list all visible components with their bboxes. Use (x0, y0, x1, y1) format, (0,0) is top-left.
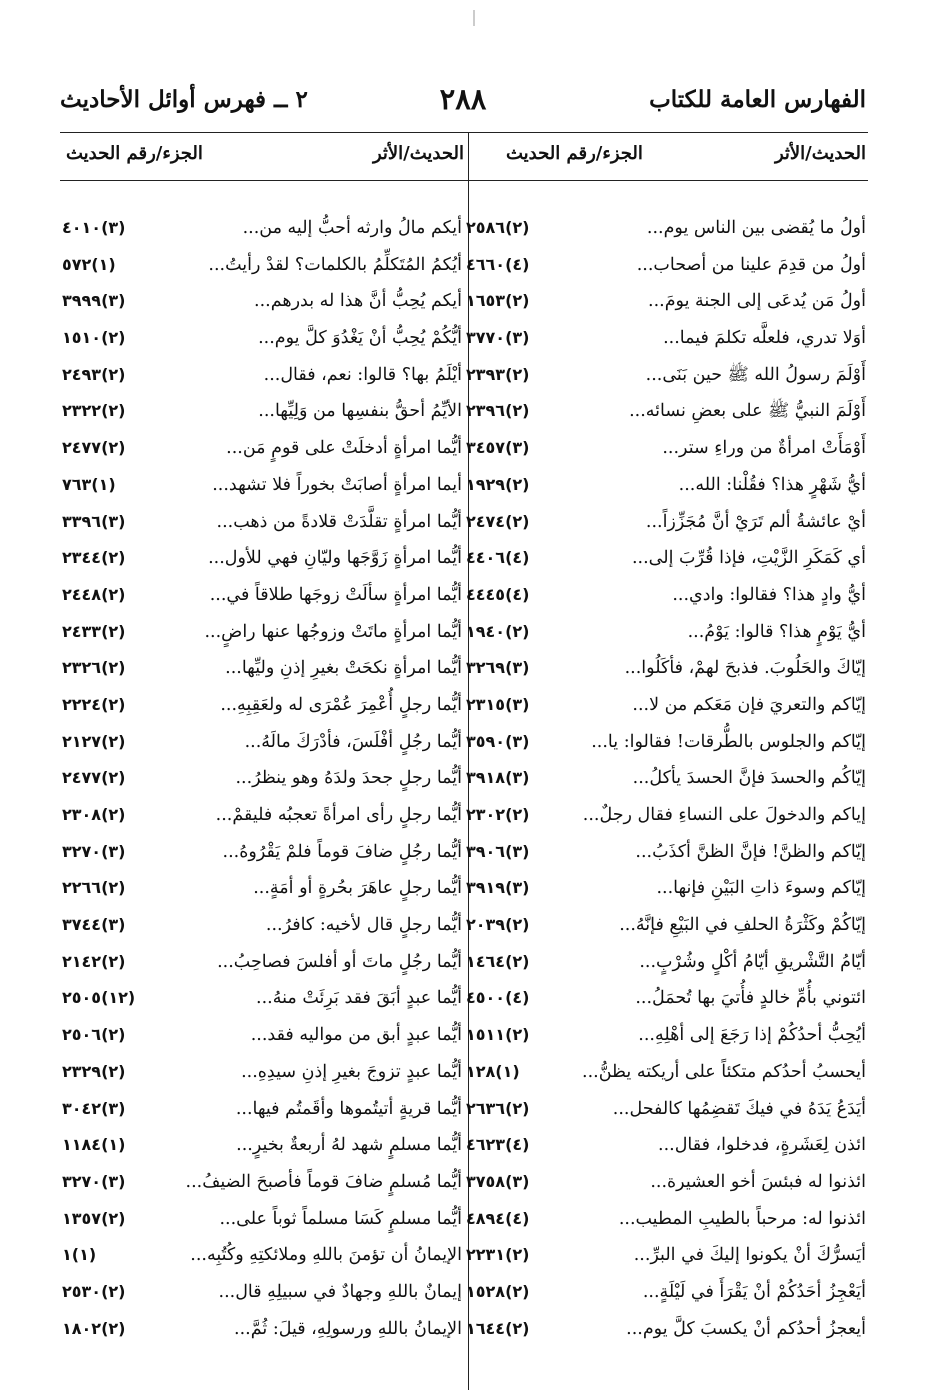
reference-heading: الجزء/رقم الحديث (66, 143, 203, 164)
index-entry (466, 980, 866, 1017)
index-entry (62, 357, 462, 394)
hadith-opening: أيُّما رجلٍ قال لأخيه: كافرُ... (265, 915, 462, 936)
volume-hadith-number: (٢)١٥٢٨ (466, 1281, 530, 1301)
hadith-opening: إيّاكُمْ وكَثْرَةُ الحلفِ في البَيْعِ فإنَّهُ... (619, 915, 866, 936)
hadith-opening: أيُّما رجلٍ رأى امرأةً تعجبُه فليقمْ... (215, 805, 462, 825)
index-entry (466, 1127, 866, 1164)
hadith-opening: أيُّما امرأةٍ زَوَّجَها وليّانِ فهي للأول... (208, 548, 462, 569)
volume-hadith-number: (٢)١٥١١ (466, 1025, 530, 1045)
left-column-head (66, 143, 464, 175)
hadith-opening: أيُّما امرأةٍ تقلَّدَتْ قلادةً من ذهب... (216, 511, 462, 532)
hadith-opening: أيُّما قريةٍ أتيتُموها وأقَمتُم فيها... (235, 1098, 462, 1119)
index-entry (466, 540, 866, 577)
volume-hadith-number: (٢)١٩٢٩ (466, 474, 530, 494)
hadith-opening: إيّاكم والتعريَ فإن مَعَكم من لا... (632, 694, 866, 715)
index-entry (466, 430, 866, 467)
index-entry (466, 1311, 866, 1348)
volume-hadith-number: (٢)١٦٥٣ (466, 291, 530, 311)
hadith-opening: أولُ مَن يُدعَى إلى الجنة يومَ... (648, 291, 866, 312)
hadith-opening: إيّاكُم والحسدَ فإنَّ الحسدَ يأكلُ... (632, 768, 866, 789)
hadith-opening: أيُّما مسلمٍ شهد لهُ أربعةٌ بخيرٍ... (236, 1135, 462, 1156)
right-column-head (468, 143, 866, 175)
index-entry (466, 357, 866, 394)
volume-hadith-number: (٢)٢٥٠٦ (62, 1025, 126, 1045)
hadith-opening: إيّاكم والظنَّ! فإنَّ الظنَّ أكذَبُ... (635, 841, 866, 862)
index-entry (62, 283, 462, 320)
hadith-opening: ائتوني بأُمِّ خالدٍ فأُتيَ بها تُحمَلُ... (635, 988, 866, 1009)
volume-hadith-number: (١)١٢٨ (466, 1061, 520, 1081)
volume-hadith-number: (٣)٣٧٤٤ (62, 915, 126, 935)
volume-hadith-number: (٢)٢٤٩٣ (62, 364, 126, 384)
volume-hadith-number: (٣)٣٠٤٢ (62, 1098, 126, 1118)
hadith-opening: الأيِّمُ أحقُّ بنفسِها من وَلِيِّها... (258, 401, 462, 422)
index-entry (466, 467, 866, 504)
index-entry (62, 430, 462, 467)
index-entry (466, 907, 866, 944)
index-entry (466, 650, 866, 687)
hadith-opening: أيكم مالُ وارثه أحبُّ إليه من... (242, 218, 462, 238)
index-entry (62, 320, 462, 357)
hadith-heading: الحديث/الأثر (774, 143, 866, 164)
volume-hadith-number: (٤)٤٥٠٠ (466, 988, 530, 1008)
scan-mark (473, 10, 475, 26)
volume-hadith-number: (٢)٢٤٤٨ (62, 584, 126, 604)
volume-hadith-number: (٢)١٥١٠ (62, 328, 126, 348)
index-entry (466, 1054, 866, 1091)
running-title-right: الفهارس العامة للكتاب (649, 86, 866, 113)
index-entry (62, 540, 462, 577)
index-entry (466, 797, 866, 834)
volume-hadith-number: (٣)٣٥٩٠ (466, 731, 530, 751)
hadith-opening: أولُ ما يُقضى بين الناس يوم... (646, 218, 866, 238)
index-entry (62, 467, 462, 504)
index-entry (466, 687, 866, 724)
index-entry (62, 1091, 462, 1128)
volume-hadith-number: (٢)٢٣٠٨ (62, 805, 126, 824)
index-entry (466, 283, 866, 320)
hadith-opening: أيْلَمُ بها؟ قالوا: نعم، فقال... (263, 364, 462, 385)
volume-hadith-number: (٢)٢٣٤٤ (62, 548, 126, 568)
index-entry (466, 1201, 866, 1238)
hadith-opening: أَوْلَمَ النبيُّ ﷺ على بعضِ نسائه... (629, 401, 866, 422)
hadith-opening: أي كَمَكَرِ الزَّيْتِ، فإذا قُرِّبَ إلى... (631, 548, 866, 569)
index-entry (62, 210, 462, 247)
index-entry (466, 614, 866, 651)
index-entry (62, 1201, 462, 1238)
column-head-rule (60, 180, 868, 181)
index-entry (466, 834, 866, 871)
volume-hadith-number: (٢)١٨٠٢ (62, 1318, 126, 1338)
index-entry (62, 760, 462, 797)
hadith-opening: أيُّما رجُلٍ أفْلَسَ، فأدْرَكَ مالَهُ... (244, 731, 462, 752)
hadith-opening: أيُّما عبدٍ أبق من مواليه فقد... (250, 1025, 462, 1046)
right-column-index (466, 210, 866, 1347)
volume-hadith-number: (٢)١٤٦٤ (466, 951, 530, 971)
hadith-opening: ائذنوا له فبئسَ أخو العشيرة... (650, 1171, 866, 1192)
hadith-opening: أيُكمُ المُتَكلِّمُ بالكلمات؟ لقدْ رأيتُ... (208, 254, 462, 275)
index-entry (466, 944, 866, 981)
volume-hadith-number: (٣)٣٩٩٩ (62, 291, 126, 311)
volume-hadith-number: (٢)٢٣٩٣ (466, 364, 530, 384)
hadith-opening: ائذن لِعَشَرةٍ، فدخلوا، فقال... (658, 1135, 866, 1156)
volume-hadith-number: (٢)٢٣٠٢ (466, 805, 530, 824)
volume-hadith-number: (٢)٢٤٧٧ (62, 768, 126, 788)
hadith-opening: إيّاكم والجلوس بالطُّرقات! فقالوا: يا... (591, 731, 866, 752)
index-entry (62, 577, 462, 614)
hadith-opening: أولُ من قدِمَ علينا من أصحاب... (636, 254, 866, 275)
hadith-opening: إيمانٌ باللهِ وجهادٌ في سبيلِهِ قال... (218, 1281, 462, 1302)
hadith-opening: أَوْلَمَ رسولُ الله ﷺ حين بَنَى... (645, 364, 866, 385)
index-entry (466, 760, 866, 797)
index-entry (62, 504, 462, 541)
volume-hadith-number: (٢)٢٢٦٦ (62, 878, 126, 898)
hadith-opening: أيعجزُ أحدُكم أنْ يكسبَ كلَّ يوم... (626, 1318, 866, 1339)
volume-hadith-number: (٢)٢٥٨٦ (466, 218, 530, 237)
index-entry (62, 247, 462, 284)
volume-hadith-number: (٢)٢٥٣٠ (62, 1281, 126, 1301)
index-entry (466, 504, 866, 541)
index-entry (62, 797, 462, 834)
volume-hadith-number: (٣)٣٢٧٠ (62, 1171, 126, 1191)
index-entry (62, 614, 462, 651)
hadith-heading: الحديث/الأثر (372, 143, 464, 164)
hadith-opening: أيُّما امرأةٍ ماتَتْ وزوجُها عنها راضٍ... (204, 621, 462, 642)
hadith-opening: أيُّ وادٍ هذا؟ فقالوا: وادي... (672, 584, 866, 605)
volume-hadith-number: (٢)٢٣٢٦ (62, 658, 126, 678)
volume-hadith-number: (٢)٢٦٣٦ (466, 1098, 530, 1118)
volume-hadith-number: (٢)٢٢٣١ (466, 1245, 530, 1265)
hadith-opening: أيُّما رجُلٍ ضافَ قوماً فلمْ يَقْرُوهُ... (222, 841, 462, 862)
index-entry (466, 320, 866, 357)
volume-hadith-number: (٤)٤٦٦٠ (466, 254, 530, 274)
reference-heading: الجزء/رقم الحديث (506, 143, 643, 164)
volume-hadith-number: (٢)١٦٤٤ (466, 1318, 530, 1338)
index-entry (62, 907, 462, 944)
hadith-opening: أيُّما امرأةٍ سألَتْ زوجَها طلاقاً في... (209, 584, 462, 605)
index-entry (466, 577, 866, 614)
page-number: ٢٨٨ (439, 82, 487, 116)
volume-hadith-number: (٢)٢٤٧٧ (62, 438, 126, 458)
hadith-opening: ائذنوا له: مرحباً بالطيبِ المطيب... (618, 1208, 866, 1229)
index-entry (62, 1054, 462, 1091)
volume-hadith-number: (٣)٣٤٥٧ (466, 438, 530, 458)
volume-hadith-number: (٣)٢٣١٥ (466, 694, 530, 714)
hadith-opening: أيكم يُحِبُّ أنَّ هذا له بدرهم... (254, 291, 462, 312)
volume-hadith-number: (٣)٣٧٧٠ (466, 328, 530, 348)
hadith-opening: الإيمانُ باللهِ ورسولِهِ، قيلَ: ثُمَّ... (234, 1318, 462, 1339)
hadith-opening: أيُّ يَوْمٍ هذا؟ قالوا: يَوْمُ... (687, 621, 866, 642)
volume-hadith-number: (٢)٢١٢٧ (62, 731, 126, 751)
index-entry (62, 724, 462, 761)
index-entry (62, 1017, 462, 1054)
index-entry (466, 393, 866, 430)
hadith-opening: أيُّما رجلٍ عاهَرَ بحُرةٍ أو أمَةٍ... (253, 878, 462, 899)
hadith-opening: أَوْمَأَتْ امرأةٌ من وراءِ ستر... (662, 438, 866, 459)
volume-hadith-number: (١)١١٨٤ (62, 1135, 126, 1155)
index-entry (62, 650, 462, 687)
index-entry (466, 1274, 866, 1311)
volume-hadith-number: (٣)٣٢٧٠ (62, 841, 126, 861)
hadith-opening: أيُّما رجلٍ أُعْمِرَ عُمْرَى له ولعَقِبِهِ... (220, 694, 462, 715)
volume-hadith-number: (٤)٤٤٠٦ (466, 548, 530, 568)
volume-hadith-number: (٢)١٣٥٧ (62, 1208, 126, 1228)
volume-hadith-number: (٢)١٩٤٠ (466, 621, 530, 641)
hadith-opening: إيّاكَ والحَلُوبَ. فذبحَ لهمْ، فأكَلُوا... (624, 658, 866, 679)
volume-hadith-number: (٣)٤٠١٠ (62, 218, 126, 237)
hadith-opening: أيُّ شَهْرٍ هذا؟ فقُلْنا: الله... (678, 474, 866, 495)
index-entry (62, 980, 462, 1017)
hadith-opening: أيَعْجِزُ أحَدُكُمْ أنْ يَقْرَأَ في لَيْلَةٍ... (642, 1281, 866, 1302)
volume-hadith-number: (١)٧٦٣ (62, 474, 116, 494)
hadith-opening: أيحسبُ أحدُكم متكئاً على أريكته يظنُّ... (582, 1061, 866, 1082)
hadith-opening: أيَدَعُ يَدَهُ في فيكَ تَقضِمُها كالفحل... (612, 1098, 866, 1119)
index-entry (62, 1311, 462, 1348)
index-entry (466, 247, 866, 284)
index-entry (62, 1127, 462, 1164)
volume-hadith-number: (٣)٣٩١٩ (466, 878, 530, 898)
hadith-opening: أيّامُ التَّشْريقِ أيّامُ أكْلٍ وشُرْبٍ... (639, 951, 866, 972)
hadith-opening: أيُحِبُّ أحدُكُمْ إذا رَجَعَ إلى أهْلِهِ... (638, 1025, 866, 1046)
hadith-opening: أيُّما امرأةٍ نكحَتْ بغيرِ إذنِ وليِّها... (225, 658, 462, 679)
index-entry (62, 1164, 462, 1201)
hadith-opening: أيُّكُمْ يُحِبُّ أنْ يَغْدُوَ كلَّ يوم... (258, 328, 462, 349)
index-entry (466, 1091, 866, 1128)
index-entry (466, 724, 866, 761)
index-entry (466, 870, 866, 907)
index-entry (62, 1274, 462, 1311)
hadith-opening: أيما امرأةٍ أصابَتْ بخوراً فلا تشهد... (212, 474, 462, 495)
hadith-opening: الإيمانُ أن تؤمنَ باللهِ وملائكتِهِ وكُتُبِه... (190, 1245, 462, 1266)
volume-hadith-number: (٢)٢٠٣٩ (466, 915, 530, 935)
volume-hadith-number: (١)١ (62, 1245, 97, 1265)
volume-hadith-number: (٣)٣٩١٨ (466, 768, 530, 788)
left-column-index (62, 210, 462, 1347)
volume-hadith-number: (٢)٢٢٢٤ (62, 694, 126, 714)
index-entry (62, 870, 462, 907)
index-entry (62, 393, 462, 430)
index-entry (466, 210, 866, 247)
running-title-left: ٢ ــ فهرس أوائل الأحاديث (60, 86, 308, 113)
volume-hadith-number: (٢)٢٣٩٦ (466, 401, 530, 421)
volume-hadith-number: (٢)٢٤٧٤ (466, 511, 530, 531)
volume-hadith-number: (١٢)٢٥٠٥ (62, 988, 136, 1008)
hadith-opening: أيْ عائشةُ ألم تَرَيْ أنَّ مُجَزِّزاً... (645, 511, 866, 532)
volume-hadith-number: (٢)٢٣٢٢ (62, 401, 126, 421)
volume-hadith-number: (٤)٤٦٢٣ (466, 1135, 530, 1155)
index-entry (466, 1237, 866, 1274)
hadith-opening: أيُّما رجلٍ جحدَ ولدَهُ وهو ينظرُ... (235, 768, 462, 789)
hadith-opening: أيَسرُّكَ أنْ يكونوا إليكَ في البرِّ... (633, 1245, 866, 1266)
index-entry (466, 1017, 866, 1054)
volume-hadith-number: (٤)٤٤٤٥ (466, 584, 530, 604)
volume-hadith-number: (٤)٤٨٩٤ (466, 1208, 530, 1228)
hadith-opening: أيُّما مُسلمٍ ضافَ قوماً فأصبحَ الضيفُ... (185, 1171, 462, 1192)
hadith-opening: أيُّما عبدٍ أبَقَ فقد بَرِئَتْ منهُ... (256, 988, 462, 1009)
page-header (60, 82, 866, 122)
hadith-opening: أيُّما رجُلٍ ماتَ أو أفلسَ فصاحِبُ... (217, 951, 462, 972)
hadith-opening: أيُّما مسلمٍ كَسَا مسلماً ثوباً على... (219, 1208, 462, 1229)
volume-hadith-number: (١)٥٧٢ (62, 254, 116, 274)
hadith-opening: أيُّما عبدٍ تزوجَ بغيرِ إذنِ سيدِهِ... (241, 1061, 462, 1082)
volume-hadith-number: (٣)٣٩٠٦ (466, 841, 530, 861)
index-entry (466, 1164, 866, 1201)
volume-hadith-number: (٢)٢١٤٢ (62, 951, 126, 971)
index-entry (62, 1237, 462, 1274)
volume-hadith-number: (٣)٣٧٥٨ (466, 1171, 530, 1191)
header-rule (60, 132, 868, 133)
volume-hadith-number: (٢)٢٣٢٩ (62, 1061, 126, 1081)
volume-hadith-number: (٣)٣٢٦٩ (466, 658, 530, 678)
index-entry (62, 944, 462, 981)
hadith-opening: إياكم والدخولَ على النساءِ فقال رجلٌ... (582, 805, 866, 825)
hadith-opening: أوَلا تدري، فلعلَّه تكلمَ فيما... (663, 328, 866, 349)
volume-hadith-number: (٢)٢٤٣٣ (62, 621, 126, 641)
index-entry (62, 834, 462, 871)
index-entry (62, 687, 462, 724)
volume-hadith-number: (٣)٣٣٩٦ (62, 511, 126, 531)
hadith-opening: أيُّما امرأةٍ أدخلَتْ على قومٍ مَن... (226, 438, 462, 459)
hadith-opening: إيّاكم وسوءَ ذاتِ البَيْنِ فإنها... (656, 878, 866, 899)
